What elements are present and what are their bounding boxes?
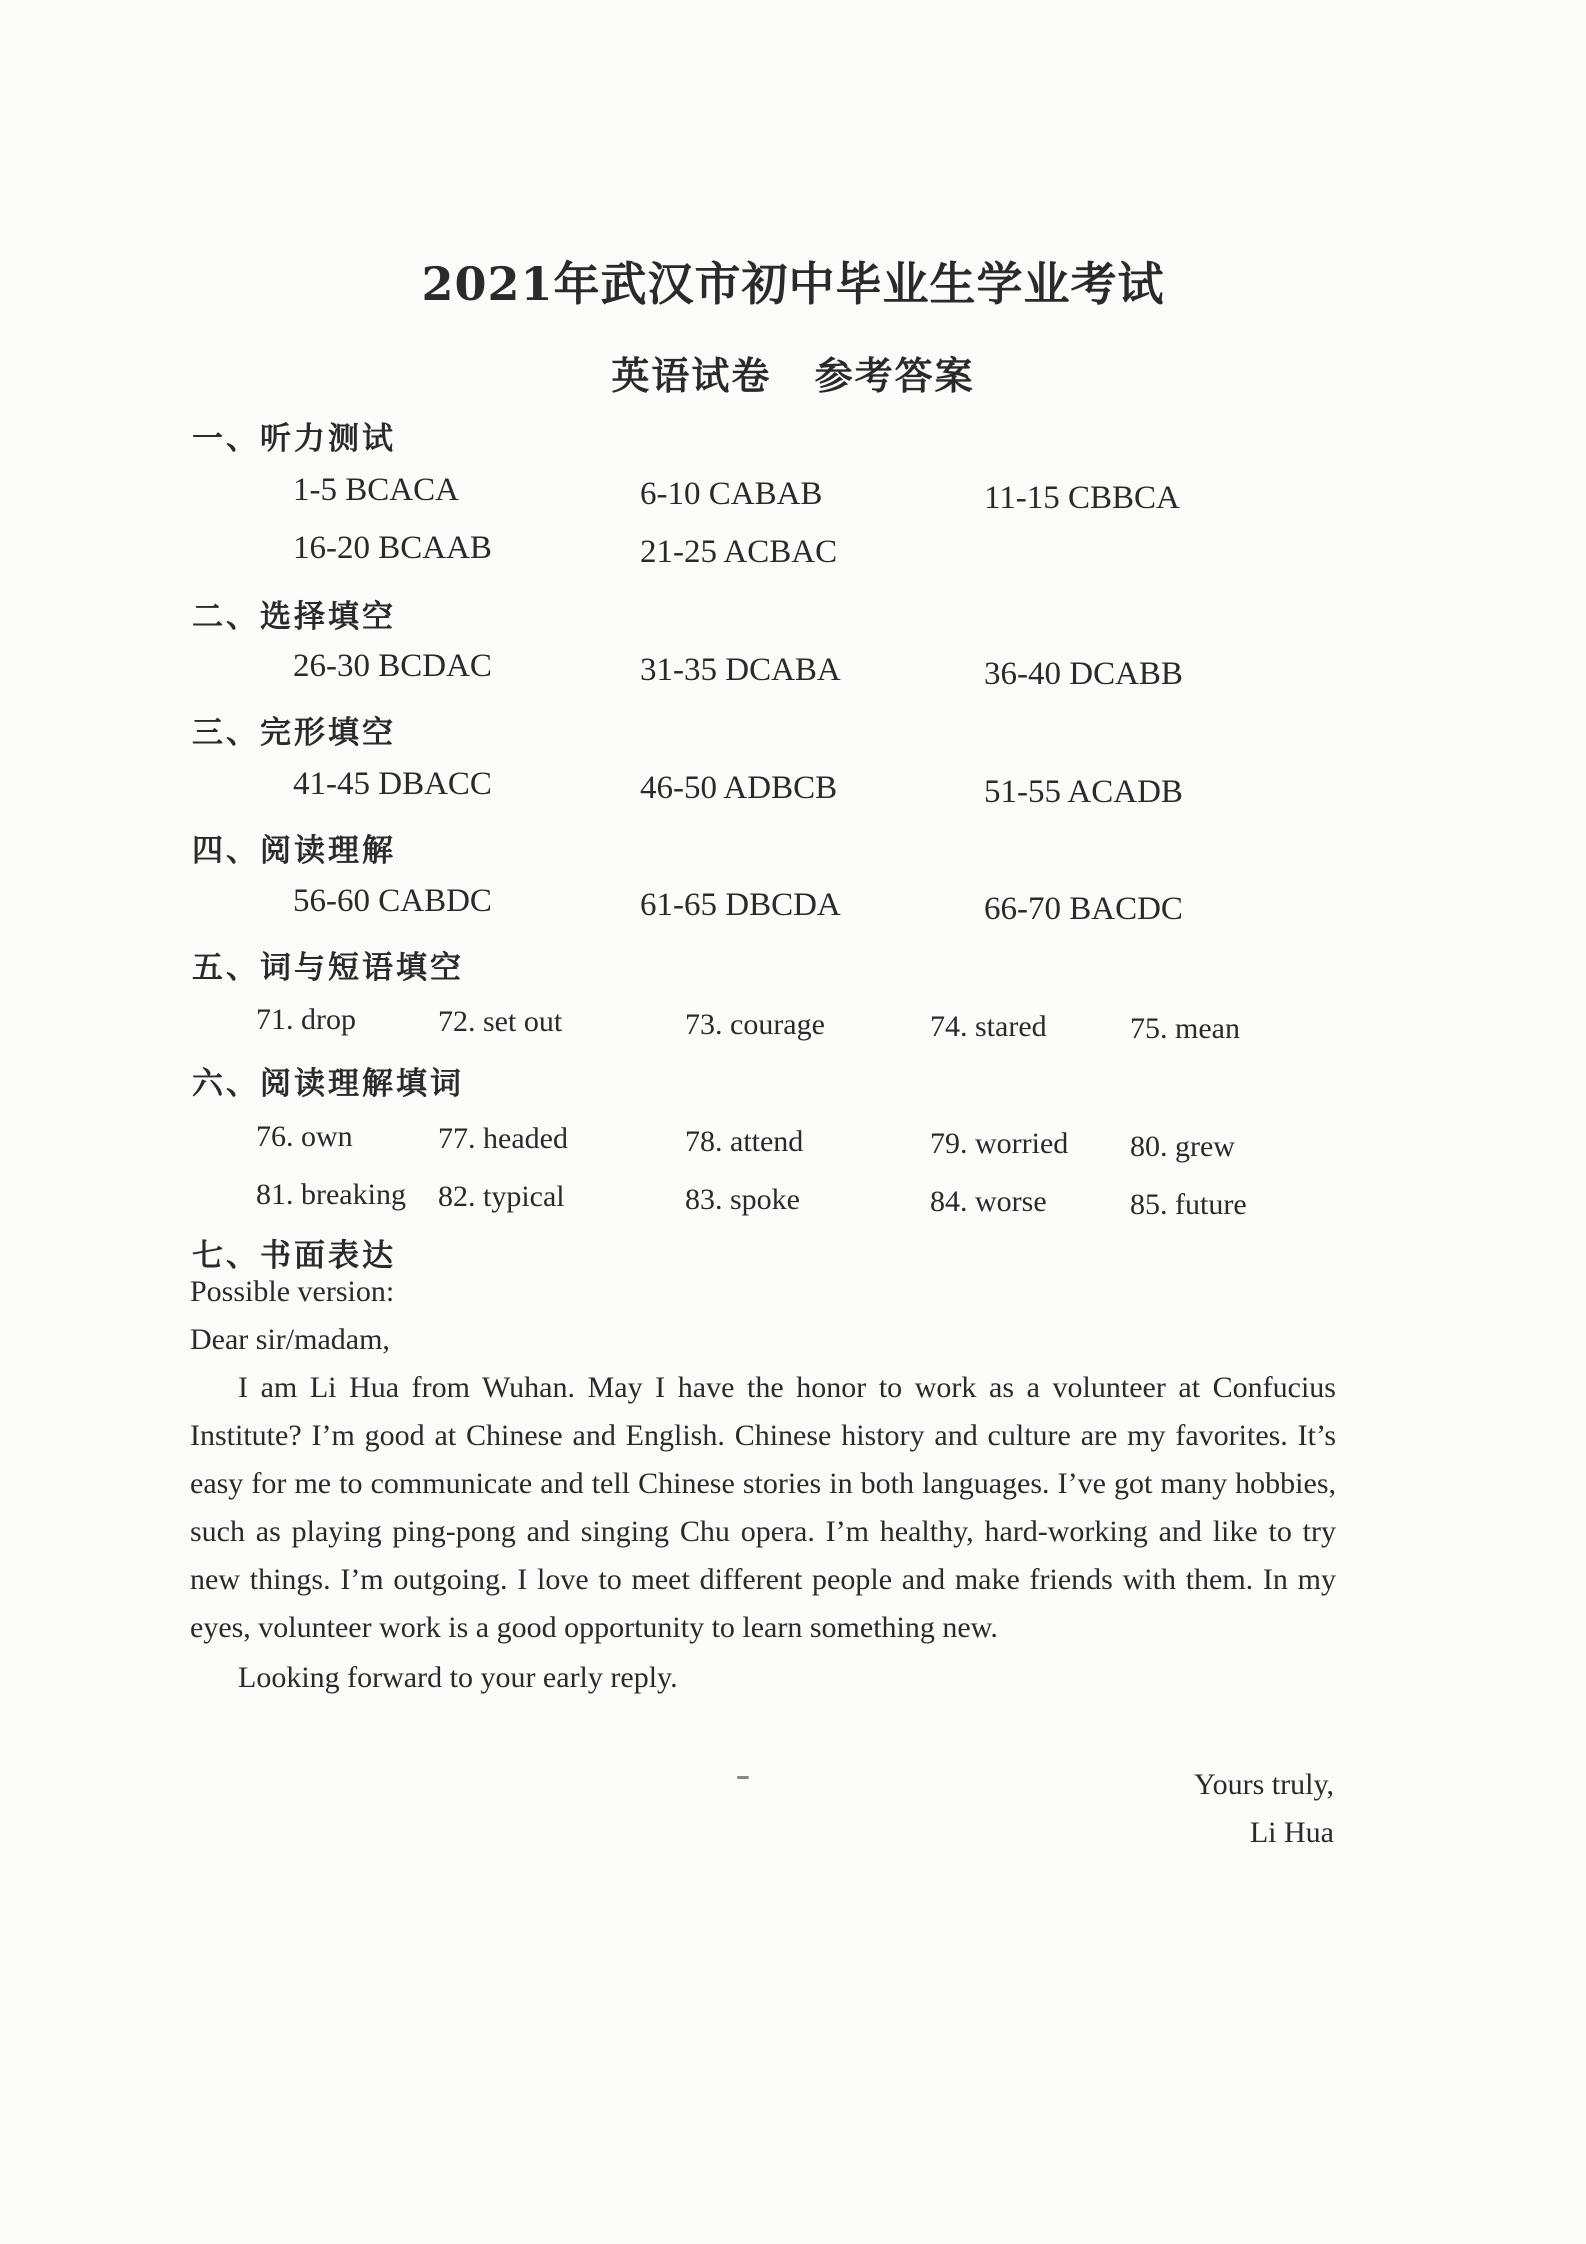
answer-group: 21-25 ACBAC	[640, 534, 838, 570]
word-answer: 83. spoke	[685, 1183, 800, 1216]
word-answer: 76. own	[256, 1120, 353, 1153]
section-heading-cloze: 三、完形填空	[192, 715, 396, 751]
answer-group: 31-35 DCABA	[640, 652, 841, 688]
word-answer: 73. courage	[685, 1008, 825, 1041]
word-answer: 80. grew	[1130, 1130, 1235, 1163]
essay-intro: Possible version:	[190, 1275, 395, 1308]
essay-signoff: Yours truly,	[1193, 1768, 1334, 1801]
section-heading-writing: 七、书面表达	[192, 1238, 396, 1274]
subtitle-paper: 英语试卷	[611, 353, 772, 398]
answer-group: 16-20 BCAAB	[293, 530, 492, 566]
answer-group: 56-60 CABDC	[293, 883, 492, 919]
answer-group: 1-5 BCACA	[293, 472, 459, 508]
section-heading-reading: 四、阅读理解	[192, 833, 396, 869]
section-heading-listening: 一、听力测试	[192, 421, 396, 457]
word-answer: 84. worse	[930, 1185, 1047, 1218]
section-heading-reading-fill: 六、阅读理解填词	[192, 1066, 464, 1102]
answer-group: 11-15 CBBCA	[984, 480, 1180, 516]
essay	[190, 1268, 1336, 1702]
scan-speck	[737, 1776, 749, 1779]
answer-group: 41-45 DBACC	[293, 766, 492, 802]
answer-group: 61-65 DBCDA	[640, 887, 841, 923]
page-title: 2021年武汉市初中毕业生学业考试	[421, 257, 1165, 311]
word-answer: 74. stared	[930, 1010, 1047, 1043]
essay-greeting: Dear sir/madam,	[190, 1323, 390, 1356]
essay-signature-name: Li Hua	[1249, 1816, 1334, 1849]
page-subtitle	[0, 345, 1586, 400]
answer-group: 6-10 CABAB	[640, 476, 823, 512]
answer-group: 36-40 DCABB	[984, 656, 1183, 692]
word-answer: 79. worried	[930, 1127, 1069, 1160]
subtitle-answers: 参考答案	[814, 353, 975, 398]
word-answer: 77. headed	[438, 1122, 568, 1155]
word-answer: 81. breaking	[256, 1178, 406, 1211]
answer-group: 66-70 BACDC	[984, 891, 1183, 927]
word-answer: 71. drop	[256, 1003, 356, 1036]
word-answer: 82. typical	[438, 1180, 565, 1213]
section-heading-multiple-choice: 二、选择填空	[192, 599, 396, 635]
answer-group: 51-55 ACADB	[984, 774, 1183, 810]
word-answer: 85. future	[1130, 1188, 1247, 1221]
word-answer: 75. mean	[1130, 1012, 1240, 1045]
answer-group: 26-30 BCDAC	[293, 648, 492, 684]
essay-closing: Looking forward to your early reply.	[238, 1661, 678, 1694]
word-answer: 78. attend	[685, 1125, 804, 1158]
essay-body: I am Li Hua from Wuhan. May I have the honor to work as a volunteer at Confucius Institute? I’m good at Chinese and English. Chinese history and culture are my favorites. It’s easy for me to communicate and tell Chinese stories in both languages. I’ve got many hobbies, such as playing ping-pong and singing Chu opera. I’m healthy, hard-working and like to try new things. I’m outgoing. I love to meet different people and make friends with them. In my eyes, volunteer work is a good opportunity to learn something new.	[190, 1371, 1336, 1644]
word-answer: 72. set out	[438, 1005, 563, 1038]
answer-group: 46-50 ADBCB	[640, 770, 838, 806]
section-heading-word-fill: 五、词与短语填空	[192, 950, 464, 986]
